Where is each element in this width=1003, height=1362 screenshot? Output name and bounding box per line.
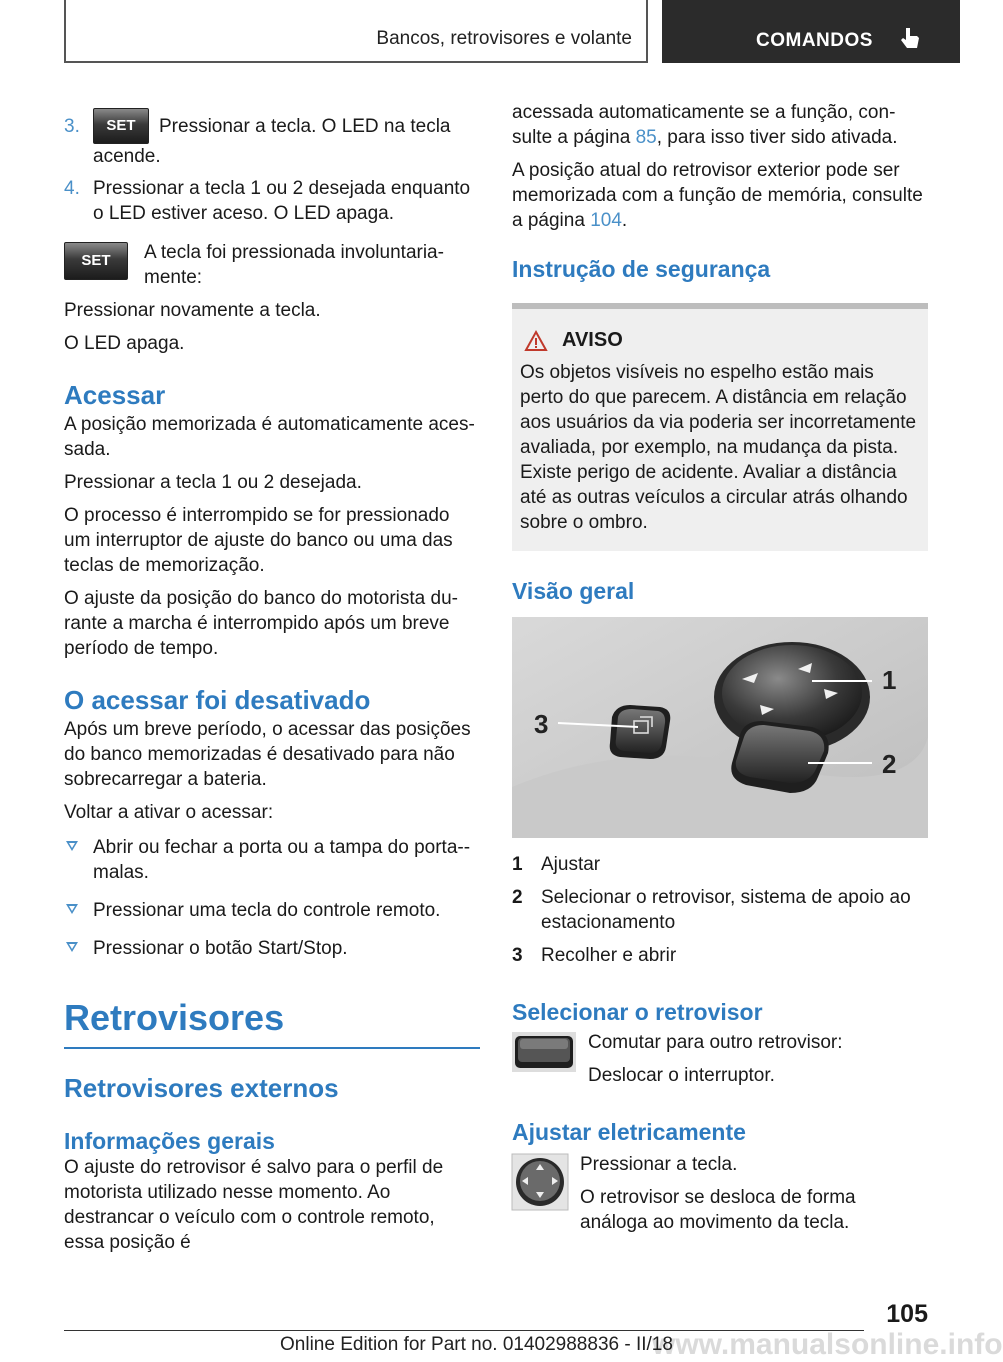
- hand-pointer-icon: [898, 26, 922, 52]
- paragraph: O ajuste do retrovisor é salvo para o perfil de motorista utilizado nesse momento. Ao destrancar o veículo com o controle remoto, essa posição é: [64, 1157, 444, 1253]
- paragraph: Pressionar a tecla 1 ou 2 desejada.: [64, 472, 362, 493]
- set-button-icon: SET: [93, 108, 149, 144]
- header-section-title: Bancos, retrovisores e volante: [376, 28, 632, 49]
- list-item-step-3: [64, 114, 480, 169]
- page-number: 105: [886, 1300, 928, 1328]
- header-tab-label: COMANDOS: [756, 30, 873, 51]
- list-item-step-4: [64, 176, 480, 226]
- heading-select-mirror: Selecionar o retrovisor: [512, 999, 763, 1025]
- right-column: [512, 100, 928, 1243]
- heading-adjust-electric: Ajustar eletricamente: [512, 1119, 746, 1145]
- footer-edition: Online Edition for Part no. 01402988836 - II/18: [280, 1334, 673, 1355]
- paragraph: O LED apaga.: [64, 333, 185, 354]
- heading-mirrors: Retrovisores: [64, 997, 285, 1038]
- step-number: 3.: [64, 116, 80, 137]
- paragraph: Após um breve período, o acessar das posições do banco memorizadas é desativado para não sobrecarregar a bateria.: [64, 719, 471, 790]
- heading-safety: Instrução de segurança: [512, 256, 771, 282]
- triangle-bullet-icon: [66, 942, 78, 952]
- warning-title-row: [520, 329, 920, 352]
- legend-item: 2 Selecionar o retrovisor, sistema de apoio ao estacionamento: [512, 887, 911, 933]
- heading-rule: [64, 1047, 480, 1049]
- paragraph: A posição memorizada é automaticamente acessada.: [64, 414, 475, 460]
- paragraph: Comutar para outro retrovisor:: [588, 1032, 843, 1053]
- paragraph: A posição atual do retrovisor exterior pode ser memorizada com a função de memória, consulte a página 104.: [512, 160, 923, 231]
- paragraph: acessada automaticamente se a função, consulte a página 85, para isso tiver sido ativada.: [512, 102, 898, 148]
- watermark: www.manualsonline.info: [652, 1328, 1003, 1361]
- mirror-adjust-pad-icon: [512, 1154, 568, 1210]
- legend-item: 3 Recolher e abrir: [512, 945, 677, 966]
- paragraph: Voltar a ativar o acessar:: [64, 802, 274, 823]
- paragraph: O ajuste da posição do banco do motorista durante a marcha é interrompido após um breve período de tempo.: [64, 588, 458, 659]
- header-section-box: [64, 0, 648, 63]
- list-item: Pressionar o botão Start/Stop.: [64, 936, 480, 961]
- triangle-bullet-icon: [66, 841, 78, 851]
- left-column: [64, 100, 480, 1263]
- warning-box: [512, 303, 928, 551]
- heading-access-disabled: O acessar foi desativado: [64, 685, 371, 715]
- warning-text: Os objetos visíveis no espelho estão mais perto do que parecem. A distância em relação aos usuários da via poderia ser incorretamente avaliada, por exemplo, na mudança da pista. Existe perigo de acidente. Avaliar a distância até as outras veículos a circular atrás olhando sobre o ombro.: [520, 362, 917, 533]
- adjust-block: [512, 1152, 928, 1243]
- warning-triangle-icon: [524, 330, 548, 352]
- set-button-icon: SET: [64, 242, 128, 280]
- paragraph: Pressionar novamente a tecla.: [64, 300, 321, 321]
- page-link-104[interactable]: 104: [590, 210, 622, 231]
- note-block: [64, 240, 480, 298]
- step-text: Pressionar a tecla 1 ou 2 desejada enquanto o LED estiver aceso. O LED apaga.: [93, 178, 471, 224]
- heading-general-info: Informações gerais: [64, 1128, 275, 1154]
- callout-1: 1: [882, 665, 897, 695]
- select-block: [512, 1030, 928, 1096]
- page-link-85[interactable]: 85: [635, 127, 657, 148]
- heading-overview: Visão geral: [512, 578, 635, 604]
- list-item: Pressionar uma tecla do controle remoto.: [64, 898, 480, 923]
- warning-title: AVISO: [562, 329, 623, 351]
- header-tab: [662, 0, 960, 63]
- paragraph: Deslocar o interruptor.: [588, 1065, 775, 1086]
- list-item: Abrir ou fechar a porta ou a tampa do porta-malas.: [64, 835, 480, 885]
- note-text: A tecla foi pressionada involuntariamente:: [144, 242, 444, 288]
- mirror-selector-switch-icon: [512, 1032, 576, 1072]
- step-text: Pressionar a tecla. O LED na tecla acende.: [93, 116, 451, 167]
- heading-access: Acessar: [64, 380, 166, 410]
- callout-3: 3: [534, 709, 549, 739]
- callout-2: 2: [882, 749, 897, 779]
- step-number: 4.: [64, 178, 80, 199]
- paragraph: Pressionar a tecla.: [580, 1154, 738, 1175]
- triangle-bullet-icon: [66, 904, 78, 914]
- paragraph: O processo é interrompido se for pressionado um interruptor de ajuste do banco ou uma das teclas de memorização.: [64, 505, 453, 576]
- legend-item: 1 Ajustar: [512, 854, 601, 875]
- paragraph: O retrovisor se desloca de forma análoga ao movimento da tecla.: [580, 1187, 856, 1233]
- heading-exterior-mirrors: Retrovisores externos: [64, 1073, 339, 1103]
- mirror-control-photo: [512, 617, 928, 838]
